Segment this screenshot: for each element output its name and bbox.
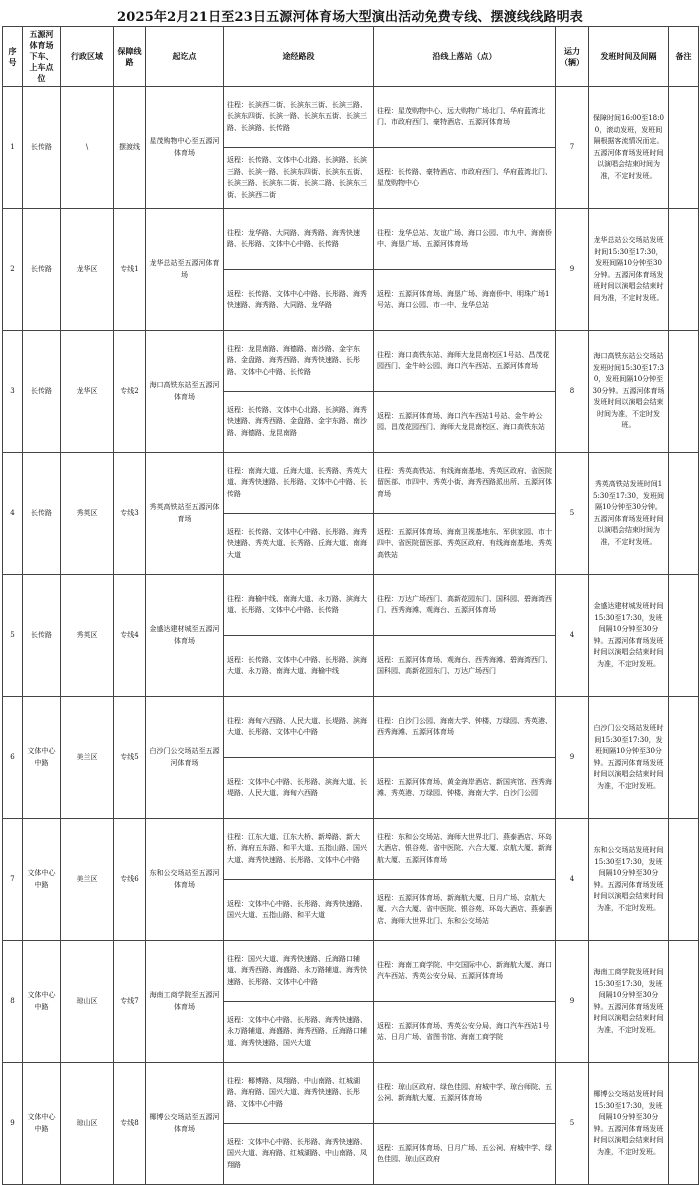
stops-outbound: 往程：琼山区政府、绿色佳园、府城中学、琼台师院、五公祠、新海航大厦、五源河体育场: [374, 1063, 556, 1124]
capacity: 9: [556, 697, 589, 819]
remark: [669, 941, 699, 1063]
stops-return: 返程：五源河体育场、秀英公安分局、海口汽车西站1号站、日月广场、省图书馆、海南工商学院: [374, 1002, 556, 1063]
header-stops: 沿线上落站（点）: [374, 27, 556, 87]
line-name: 专线1: [114, 209, 146, 331]
line-name: 专线8: [114, 1063, 146, 1185]
remark: [669, 209, 699, 331]
table-row: [3, 697, 699, 758]
schedule: 金盛达建材城发班时间15:30至17:30，发班间隔10分钟至30分钟。五源河体育场发班时间以演唱会结束时间为准，不定时发班。: [589, 575, 669, 697]
stop-location: 长传路: [23, 331, 61, 453]
table-header-row: [3, 27, 699, 87]
line-name: 专线2: [114, 331, 146, 453]
capacity: 5: [556, 1063, 589, 1185]
origin-destination: 海南工商学院至五源河体育场: [146, 941, 224, 1063]
line-name: 专线6: [114, 819, 146, 941]
stop-location: 长传路: [23, 87, 61, 209]
path-outbound: 往程：椰博路、凤翔路、中山南路、红城湖路、海府路、国兴大道、海秀快速路、长彤路、文体中心中路: [224, 1063, 374, 1124]
capacity: 5: [556, 453, 589, 575]
header-od: 起讫点: [146, 27, 224, 87]
schedule: 白沙门公交场站发班时间15:30至17:30，发班间隔10分钟至30分钟。五源河体育场发班时间以演唱会结束时间为准，不定时发班。: [589, 697, 669, 819]
line-name: 专线7: [114, 941, 146, 1063]
document-title: 2025年2月21日至23日五源河体育场大型演出活动免费专线、摆渡线线路明表: [116, 10, 583, 25]
stop-location: 文体中心中路: [23, 697, 61, 819]
table-row: [3, 209, 699, 270]
row-number: 1: [3, 87, 23, 209]
path-return: 返程：文体中心中路、长彤路、海秀快速路、国兴大道、海府路、红城湖路、中山南路、凤翔路: [224, 1124, 374, 1185]
route-table: [2, 26, 699, 1185]
capacity: 9: [556, 209, 589, 331]
stop-location: 文体中心中路: [23, 1063, 61, 1185]
district: 美兰区: [61, 697, 114, 819]
stops-outbound: 往程：龙华总站、友谊广场、海口公园、市九中、海南侨中、海垦广场、五源河体育场: [374, 209, 556, 270]
header-district: 行政区域: [61, 27, 114, 87]
stops-outbound: 往程：白沙门公园、海南大学、钟楼、万绿园、秀英港、西秀海滩、五源河体育场: [374, 697, 556, 758]
schedule: 秀英高铁站发班时间15:30至17:30，发班间隔10分钟至30分钟。五源河体育场发班时间以演唱会结束时间为准，不定时发班。: [589, 453, 669, 575]
remark: [669, 453, 699, 575]
path-outbound: 往程：龙昆南路、海德路、南沙路、金宇东路、金盘路、海秀西路、海秀快速路、长彤路、文体中心中路、长传路: [224, 331, 374, 392]
table-row: [3, 575, 699, 636]
stop-location: 文体中心中路: [23, 941, 61, 1063]
header-no: 序号: [3, 27, 23, 87]
table-row: [3, 331, 699, 392]
path-outbound: 往程：龙华路、大同路、海秀路、海秀快速路、长彤路、文体中心中路、长传路: [224, 209, 374, 270]
district: \: [61, 87, 114, 209]
origin-destination: 龙华总站至五源河体育场: [146, 209, 224, 331]
stops-return: 返程：五源河体育场、黄金海岸酒店、新国宾馆、西秀海滩、秀英港、万绿园、钟楼、海南大学、白沙门公园: [374, 758, 556, 819]
header-remark: 备注: [669, 27, 699, 87]
stops-return: 返程：五源河体育场、海垦广场、海南侨中、明珠广场1号站、海口公园、市一中、龙华总站: [374, 270, 556, 331]
schedule: 海南工商学院发班时间15:30至17:30，发班间隔10分钟至30分钟。五源河体育场发班时间以演唱会结束时间为准，不定时发班。: [589, 941, 669, 1063]
schedule: 海口高铁东站公交场站发班时间15:30至17:30，发班间隔10分钟至30分钟。五源河体育场发班时间以演唱会结束时间为准，不定时发班。: [589, 331, 669, 453]
header-time: 发班时间及间隔: [589, 27, 669, 87]
district: 秀英区: [61, 453, 114, 575]
row-number: 8: [3, 941, 23, 1063]
stops-return: 返程：五源河体育场、新海航大厦、日月广场、京航大厦、六合大厦、省中医院、银谷苑、环岛大酒店、燕泰酒店、海师大世界北门、东和公交场站: [374, 880, 556, 941]
stops-outbound: 往程：海南工商学院、中交国际中心、新海航大厦、海口汽车西站、秀英公安分局、五源河体育场: [374, 941, 556, 1002]
path-return: 返程：长传路、文体中心中路、长彤路、海秀快速路、秀英大道、长秀路、丘海大道、南海大道: [224, 514, 374, 575]
district: 龙华区: [61, 331, 114, 453]
path-return: 返程：长传路、文体中心中路、长彤路、海秀快速路、海秀路、大同路、龙华路: [224, 270, 374, 331]
stop-location: 文体中心中路: [23, 819, 61, 941]
capacity: 4: [556, 819, 589, 941]
stops-return: 返程：五源河体育场、海南卫视基地东、军供家园、市十四中、省医院留医部、秀英区政府、有线海南基地、秀英高铁站: [374, 514, 556, 575]
origin-destination: 椰博公交场站至五源河体育场: [146, 1063, 224, 1185]
header-path: 途经路段: [224, 27, 374, 87]
district: 秀英区: [61, 575, 114, 697]
stops-outbound: 往程：海口高铁东站、海师大龙昆南校区1号站、昌茂花园西门、金牛岭公园、海口汽车西站、五源河体育场: [374, 331, 556, 392]
stop-location: 长传路: [23, 453, 61, 575]
path-outbound: 往程：海甸六西路、人民大道、长堤路、滨海大道、长彤路、文体中心中路: [224, 697, 374, 758]
path-return: 返程：长传路、文体中心北路、长滨路、海秀快速路、海秀西路、金盘路、金宇东路、南沙路、海德路、龙昆南路: [224, 392, 374, 453]
capacity: 4: [556, 575, 589, 697]
row-number: 7: [3, 819, 23, 941]
schedule: 龙华总站公交场站发班时间15:30至17:30，发班间隔10分钟至30分钟。五源河体育场发班时间以演唱会结束时间为准，不定时发班。: [589, 209, 669, 331]
stops-outbound: 往程：东和公交场站、海师大世界北门、燕泰酒店、环岛大酒店、银谷苑、省中医院、六合大厦、京航大厦、新海航大厦、五源河体育场: [374, 819, 556, 880]
remark: [669, 697, 699, 819]
schedule: 椰博公交场站发班时间15:30至17:30，发班间隔10分钟至30分钟。五源河体育场发班时间以演唱会结束时间为准，不定时发班。: [589, 1063, 669, 1185]
district: 琼山区: [61, 1063, 114, 1185]
remark: [669, 819, 699, 941]
stops-outbound: 往程：星茂购物中心、远大购物广场北门、华府蓝湾北门、市政府西门、豪特酒店、五源河体育场: [374, 87, 556, 148]
remark: [669, 575, 699, 697]
stop-location: 长传路: [23, 209, 61, 331]
stops-return: 返程：长传路、豪特酒店、市政府西门、华府蓝湾北门、星茂购物中心: [374, 148, 556, 209]
line-name: 专线4: [114, 575, 146, 697]
remark: [669, 87, 699, 209]
row-number: 9: [3, 1063, 23, 1185]
stops-return: 返程：五源河体育场、海口汽车西站1号站、金牛岭公园、昌茂花园西门、海师大龙昆南校区、海口高铁东站: [374, 392, 556, 453]
table-row: [3, 819, 699, 880]
schedule: 东和公交场站发班时间15:30至17:30，发班间隔10分钟至30分钟。五源河体育场发班时间以演唱会结束时间为准，不定时发班。: [589, 819, 669, 941]
stops-outbound: 往程：万达广场西门、高新花园东门、国科园、碧海湾西门、西秀海滩、观海台、五源河体育场: [374, 575, 556, 636]
stops-return: 返程：五源河体育场、观海台、西秀海滩、碧海湾西门、国科园、高新花园东门、万达广场西门: [374, 636, 556, 697]
row-number: 5: [3, 575, 23, 697]
header-line: 保障线路: [114, 27, 146, 87]
origin-destination: 海口高铁东站至五源河体育场: [146, 331, 224, 453]
capacity: 9: [556, 941, 589, 1063]
origin-destination: 秀英高铁站至五源河体育场: [146, 453, 224, 575]
line-name: 专线5: [114, 697, 146, 819]
origin-destination: 星茂购物中心至五源河体育场: [146, 87, 224, 209]
path-outbound: 往程：海榆中线、南海大道、永万路、滨海大道、长彤路、文体中心中路、长传路: [224, 575, 374, 636]
stops-outbound: 往程：秀英高铁站、有线海南基地、秀英区政府、省医院留医部、市四中、秀英小街、海秀西路派出所、五源河体育场: [374, 453, 556, 514]
path-return: 返程：长传路、文体中心中路、长彤路、滨海大道、永万路、南海大道、海榆中线: [224, 636, 374, 697]
line-name: 专线3: [114, 453, 146, 575]
table-row: [3, 87, 699, 148]
path-return: 返程：文体中心中路、长彤路、滨海大道、长堤路、人民大道、海甸六西路: [224, 758, 374, 819]
remark: [669, 331, 699, 453]
table-row: [3, 941, 699, 1002]
path-outbound: 往程：江东大道、江东大桥、新埠路、新大桥、海府五东路、和平大道、五指山路、国兴大道、海秀快速路、长彤路、文体中心中路: [224, 819, 374, 880]
path-return: 返程：长传路、文体中心北路、长滨路、长滨三路、长滨一路、长滨东四街、长滨东五街、长滨三路、长滨东二街、长滨二路、长滨东三街、长滨西二街: [224, 148, 374, 209]
origin-destination: 白沙门公交场站至五源河体育场: [146, 697, 224, 819]
district: 美兰区: [61, 819, 114, 941]
origin-destination: 东和公交场站至五源河体育场: [146, 819, 224, 941]
path-outbound: 往程：南海大道、丘海大道、长秀路、秀英大道、海秀快速路、长彤路、文体中心中路、长传路: [224, 453, 374, 514]
row-number: 3: [3, 331, 23, 453]
schedule: 保障时间16:00至18:00，滚动发班，发班间隔根据客流情况而定。五源河体育场发班时间以演唱会结束时间为准，不定时发班。: [589, 87, 669, 209]
header-stop: 五源河体育场下车、上车点位: [23, 27, 61, 87]
row-number: 4: [3, 453, 23, 575]
header-capacity: 运力（辆）: [556, 27, 589, 87]
district: 龙华区: [61, 209, 114, 331]
origin-destination: 金盛达建材城至五源河体育场: [146, 575, 224, 697]
line-name: 摆渡线: [114, 87, 146, 209]
row-number: 2: [3, 209, 23, 331]
path-return: 返程：文体中心中路、长彤路、海秀快速路、永万路辅道、海盛路、海秀西路、丘海路口辅道、海秀快速路、国兴大道: [224, 1002, 374, 1063]
capacity: 7: [556, 87, 589, 209]
row-number: 6: [3, 697, 23, 819]
stop-location: 长传路: [23, 575, 61, 697]
path-outbound: 往程：长滨西二街、长滨东三街、长滨三路、长滨东四街、长滨一路、长滨东五街、长滨三路、长滨路、长传路: [224, 87, 374, 148]
stops-return: 返程：五源河体育场、日月广场、五公祠、府城中学、绿色佳园、琼山区政府: [374, 1124, 556, 1185]
district: 琼山区: [61, 941, 114, 1063]
table-row: [3, 453, 699, 514]
table-row: [3, 1063, 699, 1124]
remark: [669, 1063, 699, 1185]
path-return: 返程：文体中心中路、长彤路、海秀快速路、国兴大道、五指山路、和平大道: [224, 880, 374, 941]
path-outbound: 往程：国兴大道、海秀快速路、丘海路口辅道、海秀西路、海盛路、永万路辅道、海秀快速路、长彤路、文体中心中路: [224, 941, 374, 1002]
capacity: 8: [556, 331, 589, 453]
